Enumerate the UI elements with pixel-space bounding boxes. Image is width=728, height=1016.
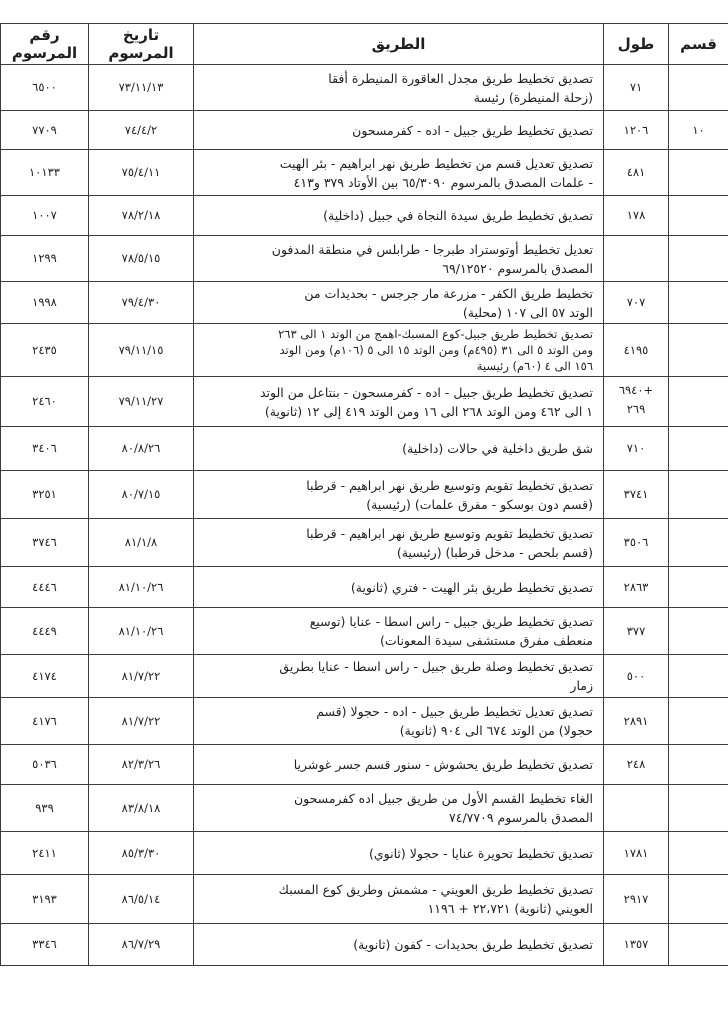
road-cell	[194, 745, 604, 785]
length-cell: ٢٩١٧	[604, 875, 669, 924]
decree-number-cell: ١٠١٣٣	[1, 150, 89, 196]
length-cell: ٤٨١	[604, 150, 669, 196]
road-cell	[194, 196, 604, 236]
road-cell	[194, 282, 604, 324]
length-cell: ٧١	[604, 65, 669, 111]
table-row	[1, 111, 728, 150]
decree-number-cell: ٤١٧٦	[1, 698, 89, 745]
decree-number-cell: ٧٧٠٩	[1, 111, 89, 150]
section-cell	[669, 567, 728, 608]
length-cell: ١٧٨	[604, 196, 669, 236]
length-cell	[604, 785, 669, 832]
road-cell	[194, 150, 604, 196]
road-cell	[194, 377, 604, 427]
decree-date-cell: ٨١/٧/٢٢	[89, 698, 194, 745]
road-cell	[194, 65, 604, 111]
decree-number-cell: ٣٤٠٦	[1, 427, 89, 471]
section-cell	[669, 745, 728, 785]
length-cell: ١٧٨١	[604, 832, 669, 875]
table-row	[1, 65, 728, 111]
decree-number-cell: ٣٧٤٦	[1, 519, 89, 567]
decree-date-cell: ٧٩/٤/٣٠	[89, 282, 194, 324]
road-text-line: تصديق تخطيط طريق جبيل - اده - كفرمسحون	[352, 122, 593, 138]
decree-number-cell: ٣١٩٣	[1, 875, 89, 924]
road-text-line: تصديق تخطيط طريق يحشوش - سنور قسم جسر غوشريا	[293, 757, 593, 772]
road-text-line: (زحلة المنيطرة) رئيسة	[473, 89, 593, 105]
road-text-line: تصديق تخطيط طريق بحديدات - كفون (ثانوية)	[353, 937, 593, 952]
table-row	[1, 785, 728, 832]
road-cell	[194, 471, 604, 519]
table-row	[1, 377, 728, 427]
table-row	[1, 608, 728, 655]
road-text-line: حجولا) من الوتد ٦٧٤ الى ٩٠٤ (ثانوية)	[399, 723, 593, 738]
decree-date-cell: ٨٥/٣/٣٠	[89, 832, 194, 875]
decree-date-cell: ٨٦/٧/٢٩	[89, 924, 194, 966]
road-cell	[194, 698, 604, 745]
section-cell	[669, 875, 728, 924]
section-cell	[669, 698, 728, 745]
road-text-line: تصديق تخطيط تحويرة عنايا - حجولا (ثانوي)	[369, 845, 593, 861]
length-cell: ٤١٩٥	[604, 324, 669, 377]
road-text-line: تصديق تخطيط طريق جبيل - راس اسطا - عنايا (توسيع	[309, 614, 593, 629]
section-cell	[669, 655, 728, 698]
decree-number-cell: ٢٤١١	[1, 832, 89, 875]
header-decree-number: رقم المرسوم	[1, 24, 89, 65]
road-text-line: تصديق تخطيط طريق العويني - مشمش وطريق كوع المسبك	[278, 882, 593, 897]
road-text-line: تصديق تخطيط طريق مجدل العاقورة المنيطرة أفقا	[328, 70, 593, 86]
road-cell	[194, 427, 604, 471]
road-cell	[194, 875, 604, 924]
decree-number-cell: ٤٤٤٩	[1, 608, 89, 655]
road-text-line: - علمات المصدق بالمرسوم ٦٥/٣٠٩٠ بين الأوتاد ٣٧٩ و٤١٣	[293, 174, 593, 190]
road-cell	[194, 111, 604, 150]
table-row	[1, 427, 728, 471]
header-decree-date: تاريخ المرسوم	[89, 24, 194, 65]
decree-date-cell: ٨١/٧/٢٢	[89, 655, 194, 698]
section-cell	[669, 236, 728, 282]
road-text-line: تصديق تخطيط طريق بئر الهيت - فتري (ثانوية)	[350, 579, 593, 595]
length-cell: ٢٨٩١	[604, 698, 669, 745]
table-row	[1, 875, 728, 924]
table-row	[1, 832, 728, 875]
table-body	[1, 65, 728, 966]
table-row	[1, 567, 728, 608]
road-cell	[194, 236, 604, 282]
length-cell: ٢٤٨	[604, 745, 669, 785]
section-cell	[669, 324, 728, 377]
road-text-line: تصديق تخطيط طريق سيدة النجاة في جبيل (داخلية)	[323, 208, 593, 223]
decree-number-cell: ٤١٧٤	[1, 655, 89, 698]
road-text-line: ١ الى ٤٦٢ ومن الوتد ٢٦٨ الى ١٦ ومن الوتد ٤١٩ إلى ١٢ (ثانوية)	[264, 403, 593, 419]
decree-date-cell: ٨١/١٠/٢٦	[89, 567, 194, 608]
decree-number-cell: ٩٣٩	[1, 785, 89, 832]
table-row	[1, 471, 728, 519]
length-cell: ٧١٠	[604, 427, 669, 471]
table-row	[1, 196, 728, 236]
section-cell: ١٠	[669, 111, 728, 150]
road-text-line: منعطف مفرق مستشفى سيدة المعونات)	[380, 633, 593, 648]
length-cell: ٣٥٠٦	[604, 519, 669, 567]
road-cell	[194, 567, 604, 608]
section-cell	[669, 832, 728, 875]
road-cell	[194, 924, 604, 966]
section-cell	[669, 785, 728, 832]
decree-date-cell: ٧٩/١١/١٥	[89, 324, 194, 377]
length-cell: ٧٠٧	[604, 282, 669, 324]
section-cell	[669, 377, 728, 427]
header-section: قسم	[669, 24, 728, 65]
table-row	[1, 655, 728, 698]
decree-date-cell: ٧٨/٢/١٨	[89, 196, 194, 236]
section-cell	[669, 519, 728, 567]
decree-number-cell: ١٩٩٨	[1, 282, 89, 324]
road-text-line: ١٥٦ الى ٤ (٦٠م) رئيسية	[476, 359, 593, 373]
section-cell	[669, 196, 728, 236]
decree-number-cell: ١٢٩٩	[1, 236, 89, 282]
road-cell	[194, 519, 604, 567]
road-text-line: ومن الوتد ٥ الى ٣١ (٤٩٥م) ومن الوتد ١٥ الى ٥ (١٠٦م) ومن الوتد	[279, 343, 593, 357]
road-cell	[194, 785, 604, 832]
table-row	[1, 519, 728, 567]
length-cell: ١٣٥٧	[604, 924, 669, 966]
table-row	[1, 324, 728, 377]
road-text-line: المصدق بالمرسوم ٧٤/٧٧٠٩	[449, 810, 593, 825]
decree-date-cell: ٧٣/١١/١٣	[89, 65, 194, 111]
length-cell	[604, 236, 669, 282]
decree-date-cell: ٨٢/٣/٢٦	[89, 745, 194, 785]
table-row	[1, 745, 728, 785]
road-text-line: تصديق تعديل تخطيط طريق جبيل - اده - حجولا (قسم	[316, 704, 593, 719]
header-road: الطريق	[194, 24, 604, 65]
road-cell	[194, 608, 604, 655]
decree-date-cell: ٧٩/١١/٢٧	[89, 377, 194, 427]
road-cell	[194, 655, 604, 698]
road-text-line: شق طريق داخلية في حالات (داخلية)	[402, 441, 593, 456]
decree-number-cell: ٣٣٤٦	[1, 924, 89, 966]
section-cell	[669, 471, 728, 519]
length-text-line: ٢٦٩	[626, 402, 646, 416]
road-text-line: الوتد ٥٧ الى ١٠٧ (محلية)	[462, 304, 593, 320]
decree-number-cell: ١٠٠٧	[1, 196, 89, 236]
length-cell: ١٢٠٦	[604, 111, 669, 150]
road-text-line: تصديق تعديل قسم من تخطيط طريق نهر ابراهيم - بئر الهيت	[279, 155, 593, 171]
road-text-line: العويني (ثانوية) ٢٢،٧٢١ + ١١٩٦	[427, 901, 593, 916]
decree-number-cell: ٢٤٣٥	[1, 324, 89, 377]
decree-date-cell: ٨٠/٧/١٥	[89, 471, 194, 519]
decree-number-cell: ٤٤٤٦	[1, 567, 89, 608]
length-cell: ٣٧٧	[604, 608, 669, 655]
section-cell	[669, 282, 728, 324]
decree-date-cell: ٧٤/٤/٢	[89, 111, 194, 150]
section-cell	[669, 65, 728, 111]
road-text-line: تصديق تخطيط تقويم وتوسيع طريق نهر ابراهيم - قرطبا	[306, 525, 593, 541]
road-text-line: (قسم دون بوسكو - مفرق علمات) (رئيسية)	[366, 496, 593, 512]
decree-number-cell: ٥٠٣٦	[1, 745, 89, 785]
decree-number-cell: ٢٤٦٠	[1, 377, 89, 427]
decrees-table	[0, 23, 728, 966]
decree-date-cell: ٧٥/٤/١١	[89, 150, 194, 196]
decree-date-cell: ٨١/١/٨	[89, 519, 194, 567]
road-text-line: الغاء تخطيط القسم الأول من طريق جبيل اده كفرمسحون	[293, 791, 593, 806]
decree-date-cell: ٨٠/٨/٢٦	[89, 427, 194, 471]
length-text-line: ٦٩٤٠+	[618, 383, 654, 397]
road-cell	[194, 324, 604, 377]
length-cell: ٣٧٤١	[604, 471, 669, 519]
decree-date-cell: ٨٦/٥/١٤	[89, 875, 194, 924]
table-header-row	[1, 24, 728, 65]
road-text-line: تصديق تخطيط تقويم وتوسيع طريق نهر ابراهيم - قرطبا	[306, 477, 593, 493]
road-text-line: تخطيط طريق الكفر - مزرعة مار جرجس - بحديدات من	[304, 285, 593, 301]
section-cell	[669, 608, 728, 655]
table-row	[1, 698, 728, 745]
length-cell: ٢٨٦٣	[604, 567, 669, 608]
road-text-line: تصديق تخطيط وصلة طريق جبيل - راس اسطا - عنايا بطريق	[279, 659, 593, 674]
section-cell	[669, 150, 728, 196]
length-cell	[604, 377, 669, 427]
length-cell: ٥٠٠	[604, 655, 669, 698]
decree-date-cell: ٨١/١٠/٢٦	[89, 608, 194, 655]
decree-date-cell: ٧٨/٥/١٥	[89, 236, 194, 282]
road-text-line: المصدق بالمرسوم ٦٩/١٢٥٢٠	[442, 260, 593, 276]
table-row	[1, 236, 728, 282]
table-row	[1, 150, 728, 196]
road-text-line: زمار	[570, 678, 593, 693]
road-text-line: تصديق تخطيط طريق جبيل - اده - كفرمسحون - بنتاعل من الوتد	[259, 384, 593, 400]
header-length: طول	[604, 24, 669, 65]
decree-number-cell: ٣٢٥١	[1, 471, 89, 519]
table-row	[1, 924, 728, 966]
section-cell	[669, 924, 728, 966]
section-cell	[669, 427, 728, 471]
road-text-line: (قسم بلحص - مدخل قرطبا) (رئيسية)	[396, 544, 593, 560]
road-text-line: تصديق تخطيط طريق جبيل-كوع المسبك-اهمج من الوتد ١ الى ٢٦٣	[278, 327, 593, 341]
decree-date-cell: ٨٣/٨/١٨	[89, 785, 194, 832]
road-text-line: تعديل تخطيط أوتوستراد طبرجا - طرابلس في منطقة المدفون	[271, 241, 593, 257]
road-cell	[194, 832, 604, 875]
decree-number-cell: ٦٥٠٠	[1, 65, 89, 111]
table-row	[1, 282, 728, 324]
